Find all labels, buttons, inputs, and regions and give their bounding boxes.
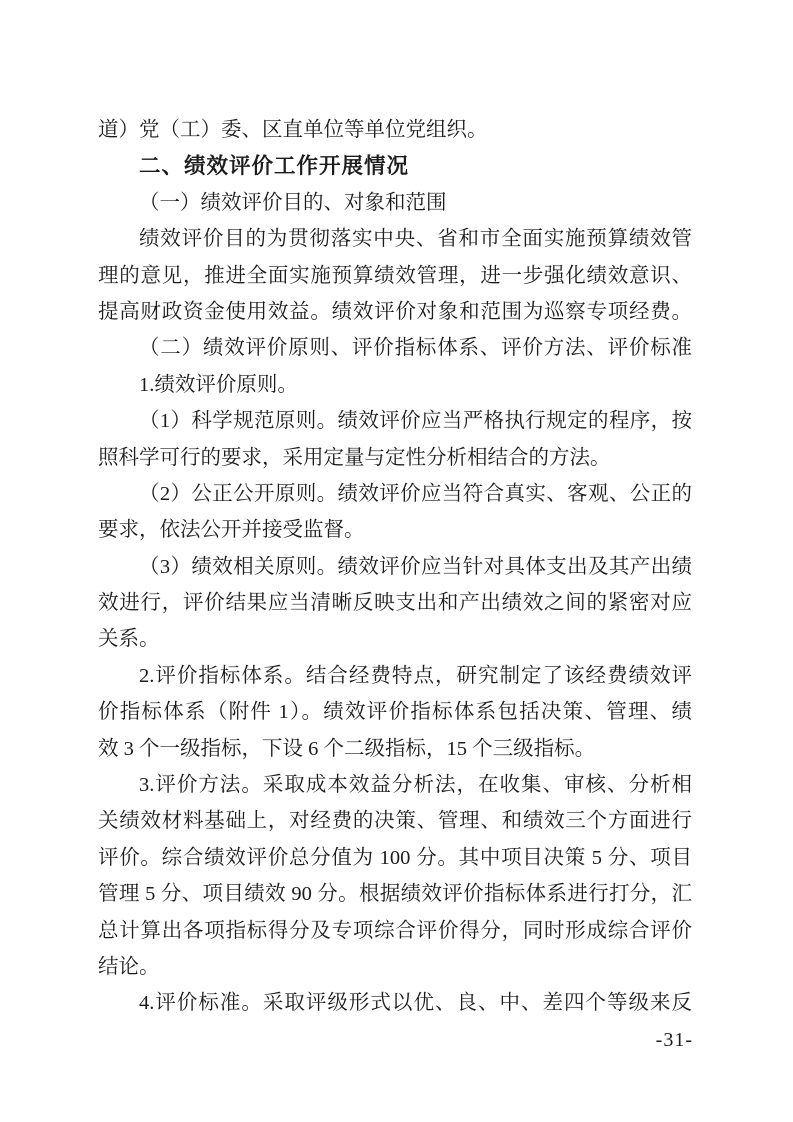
text-line: （2）公正公开原则。绩效评价应当符合真实、客观、公正的 bbox=[139, 482, 692, 505]
text-line: 总计算出各项指标得分及专项综合评价得分，同时形成综合评价 bbox=[98, 919, 692, 942]
section-heading: 二、绩效评价工作开展情况 bbox=[139, 154, 410, 179]
text-line: 管理 5 分、项目绩效 90 分。根据绩效评价指标体系进行打分，汇 bbox=[98, 883, 692, 906]
text-line: 关系。 bbox=[98, 628, 160, 651]
text-line: 照科学可行的要求，采用定量与定性分析相结合的方法。 bbox=[98, 446, 611, 469]
text-line: 绩效评价目的为贯彻落实中央、省和市全面实施预算绩效管 bbox=[139, 228, 692, 251]
text-line: 结论。 bbox=[98, 955, 160, 978]
text-line: 道）党（工）委、区直单位等单位党组织。 bbox=[98, 119, 488, 141]
text-line: 2.评价指标体系。结合经费特点，研究制定了该经费绩效评 bbox=[139, 664, 692, 687]
text-line: 关绩效材料基础上，对经费的决策、管理、和绩效三个方面进行 bbox=[98, 810, 692, 833]
text-line: 要求，依法公开并接受监督。 bbox=[98, 519, 365, 542]
text-line: 价指标体系（附件 1）。绩效评价指标体系包括决策、管理、绩 bbox=[98, 701, 692, 724]
text-line: 评价。综合绩效评价总分值为 100 分。其中项目决策 5 分、项目 bbox=[98, 846, 692, 869]
text-line: （3）绩效相关原则。绩效评价应当针对具体支出及其产出绩 bbox=[139, 555, 692, 578]
text-line: 4.评价标准。采取评级形式以优、良、中、差四个等级来反 bbox=[139, 992, 692, 1015]
text-line: （1）科学规范原则。绩效评价应当严格执行规定的程序，按 bbox=[139, 410, 692, 433]
page-number: -31- bbox=[655, 1029, 693, 1051]
document-body bbox=[98, 112, 692, 1022]
subsection-heading: （二）绩效评价原则、评价指标体系、评价方法、评价标准 bbox=[139, 337, 692, 360]
subsection-heading: （一）绩效评价目的、对象和范围 bbox=[139, 191, 447, 214]
text-line: 提高财政资金使用效益。绩效评价对象和范围为巡察专项经费。 bbox=[98, 300, 692, 323]
text-line: 效进行，评价结果应当清晰反映支出和产出绩效之间的紧密对应 bbox=[98, 592, 692, 615]
text-line: 1.绩效评价原则。 bbox=[139, 373, 298, 396]
text-line: 效 3 个一级指标，下设 6 个二级指标，15 个三级指标。 bbox=[98, 737, 596, 760]
text-line: 3.评价方法。采取成本效益分析法，在收集、审核、分析相 bbox=[139, 774, 692, 797]
text-line: 理的意见，推进全面实施预算绩效管理，进一步强化绩效意识、 bbox=[98, 264, 692, 287]
